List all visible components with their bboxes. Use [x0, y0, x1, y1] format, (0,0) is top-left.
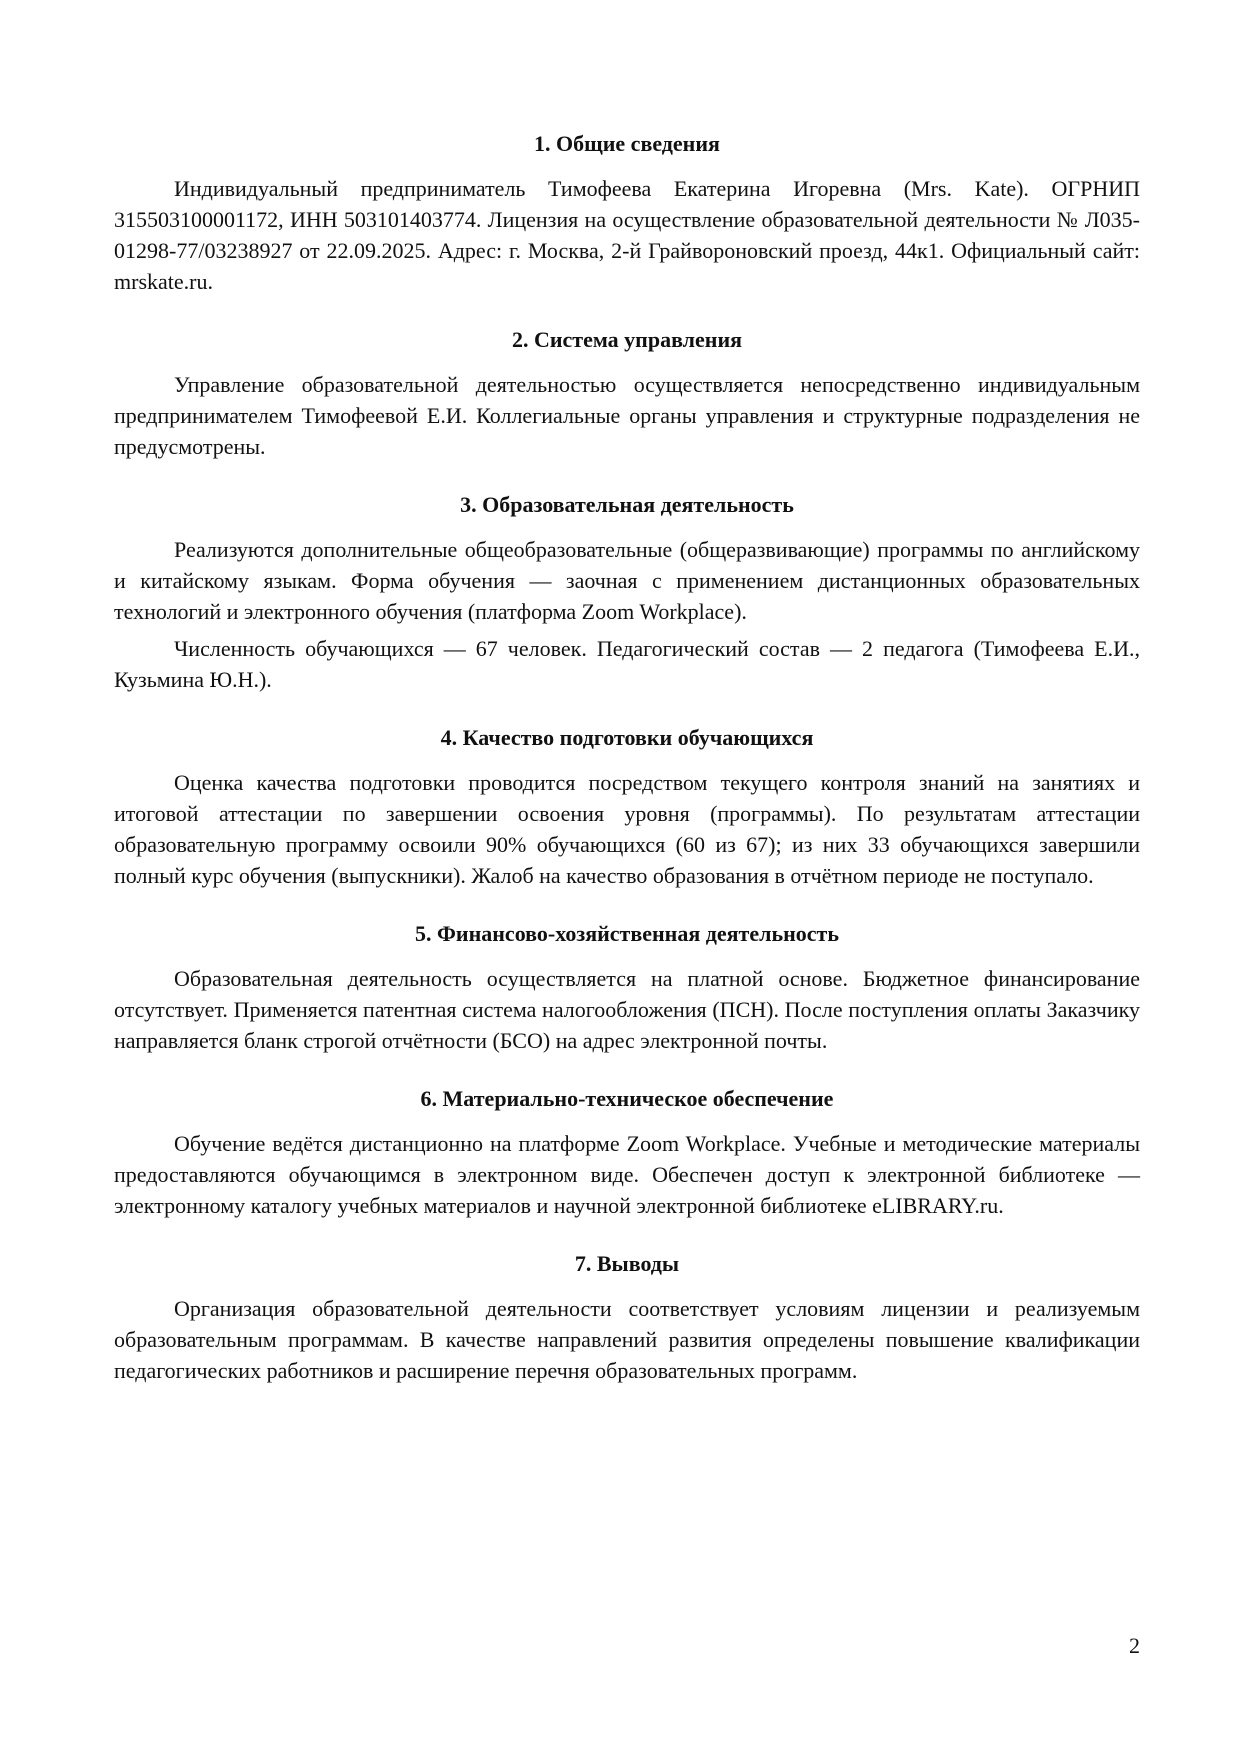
section-paragraph: Организация образовательной деятельности соответствует условиям лицензии и реализуемым образовательным программам. В качестве направлений развития определены повышение квалификации педагогических работников и расширение перечня образовательных программ. — [114, 1296, 1140, 1383]
section-educational-activity — [114, 489, 1140, 695]
section-heading: 2. Система управления — [511, 327, 743, 352]
section-paragraph: Численность обучающихся — 67 человек. Педагогический состав — 2 педагога (Тимофеева Е.И., Кузьмина Ю.Н.). — [114, 636, 1140, 692]
section-heading: 6. Материально-техническое обеспечение — [420, 1086, 834, 1111]
section-paragraph: Индивидуальный предприниматель Тимофеева Екатерина Игоревна (Mrs. Kate). ОГРНИП 315503100001172, ИНН 503101403774. Лицензия на осуществление образовательной деятельности № Л035-01298-77/03238927 от 22.09.2025. Адрес: г. Москва, 2-й Грайвороновский проезд, 44к1. Официальный сайт: mrskate.ru. — [114, 176, 1140, 294]
section-heading: 7. Выводы — [574, 1251, 680, 1276]
section-paragraph: Реализуются дополнительные общеобразовательные (общеразвивающие) программы по английскому и китайскому языкам. Форма обучения — заочная с применением дистанционных образовательных технологий и электронного обучения (платформа Zoom Workplace). — [114, 537, 1140, 624]
section-conclusions — [114, 1248, 1140, 1386]
section-paragraph: Управление образовательной деятельностью осуществляется непосредственно индивидуальным предпринимателем Тимофеевой Е.И. Коллегиальные органы управления и структурные подразделения не предусмотрены. — [114, 372, 1140, 459]
section-heading: 4. Качество подготовки обучающихся — [440, 725, 814, 750]
section-material-support — [114, 1083, 1140, 1221]
section-training-quality — [114, 722, 1140, 891]
page-number: 2 — [1129, 1633, 1140, 1658]
section-paragraph: Обучение ведётся дистанционно на платформе Zoom Workplace. Учебные и методические материалы предоставляются обучающимся в электронном виде. Обеспечен доступ к электронной библиотеке — электронному каталогу учебных материалов и научной электронной библиотеке eLIBRARY.ru. — [114, 1131, 1140, 1218]
section-heading: 1. Общие сведения — [534, 131, 720, 156]
section-paragraph: Образовательная деятельность осуществляется на платной основе. Бюджетное финансирование отсутствует. Применяется патентная система налогообложения (ПСН). После поступления оплаты Заказчику направляется бланк строгой отчётности (БСО) на адрес электронной почты. — [114, 966, 1140, 1053]
section-management — [114, 324, 1140, 462]
document-body — [114, 128, 1140, 1413]
section-financial-activity — [114, 918, 1140, 1056]
section-heading: 3. Образовательная деятельность — [460, 492, 794, 517]
section-general-info — [114, 128, 1140, 297]
section-heading: 5. Финансово-хозяйственная деятельность — [415, 921, 839, 946]
section-paragraph: Оценка качества подготовки проводится посредством текущего контроля знаний на занятиях и итоговой аттестации по завершении освоения уровня (программы). По результатам аттестации образовательную программу освоили 90% обучающихся (60 из 67); из них 33 обучающихся завершили полный курс обучения (выпускники). Жалоб на качество образования в отчётном периоде не поступало. — [114, 770, 1140, 888]
